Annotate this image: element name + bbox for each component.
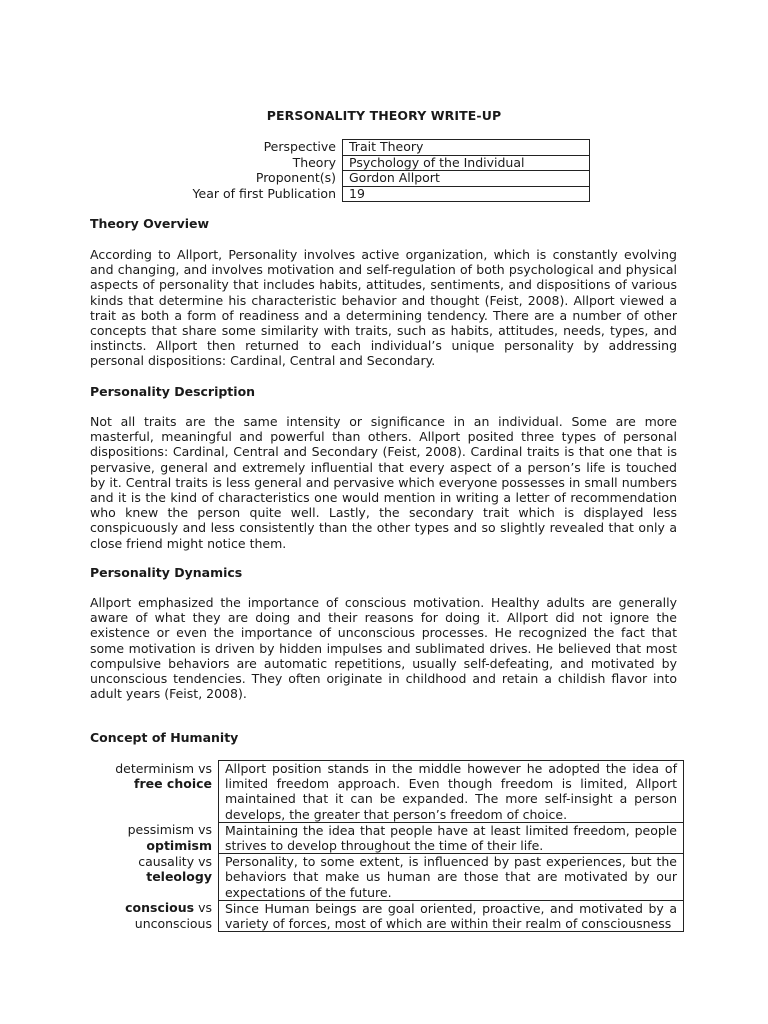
info-value: Gordon Allport (343, 171, 590, 187)
info-row (150, 155, 590, 171)
dimension-label (90, 822, 219, 853)
concept-of-humanity-table (90, 760, 684, 932)
humanity-row (90, 761, 684, 823)
dimension-description: Since Human beings are goal oriented, proactive, and motivated by a variety of forces, most of which are within their realm of consciousness (219, 900, 684, 931)
humanity-row (90, 854, 684, 901)
dynamics-heading: Personality Dynamics (90, 565, 243, 580)
dimension-vs: vs (198, 760, 212, 776)
description-heading: Personality Description (90, 384, 256, 399)
dimension-description: Allport position stands in the middle however he adopted the idea of limited freedom approach. Even though freedom is limited, Allport maintained that it can be expanded. The more self-insight a person develops, the greater that person’s freedom of choice. (219, 761, 684, 823)
document-title: PERSONALITY THEORY WRITE-UP (266, 108, 502, 123)
info-row (150, 186, 590, 202)
dimension-right: unconscious (134, 915, 212, 931)
info-value: Trait Theory (343, 140, 590, 156)
dimension-label (90, 854, 219, 901)
description-paragraph: Not all traits are the same intensity or significance in an individual. Some are more masterful, meaningful and powerful than others. Allport posited three types of personal dispositions: Cardinal, Central and Secondary (Feist, 2008). Cardinal traits is that one that is pervasive, general and extremely influential that every aspect of a person’s life is touched by it. Central traits is less general and pervasive which everyone possesses in small numbers and it is the kind of characteristics one would mention in writing a letter of recommendation who knew the person quite well. Lastly, the secondary trait which is displayed less conspicuously and less consistently than the other types and so slightly revealed that only a close friend might notice them. (90, 414, 677, 551)
humanity-heading: Concept of Humanity (90, 730, 239, 745)
dimension-label (90, 900, 219, 931)
dimension-left: pessimism (127, 822, 195, 838)
overview-paragraph: According to Allport, Personality involves active organization, which is constantly evolving and changing, and involves motivation and self-regulation of both psychological and physical aspects of personality that includes habits, attitudes, sentiments, and dispositions of various kinds that determine his characteristic behavior and thought (Feist, 2008). Allport viewed a trait as both a form of readiness and a determining tendency. There are a number of other concepts that share some similarity with traits, such as habits, attitudes, needs, types, and instincts. Allport then returned to each individual’s unique personality by addressing personal dispositions: Cardinal, Central and Secondary. (90, 247, 677, 369)
info-value: Psychology of the Individual (343, 155, 590, 171)
humanity-row (90, 900, 684, 931)
dimension-description: Personality, to some extent, is influenced by past experiences, but the behaviors that make us human are those that are motivated by our expectations of the future. (219, 854, 684, 901)
info-row (150, 140, 590, 156)
dynamics-paragraph: Allport emphasized the importance of conscious motivation. Healthy adults are generally aware of what they are doing and their reasons for doing it. Allport did not ignore the existence or even the importance of unconscious processes. He recognized the fact that some motivation is driven by hidden impulses and sublimated drives. He believed that most compulsive behaviors are automatic repetitions, usually self-defeating, and motivated by unconscious tendencies. They often originate in childhood and retain a childish flavor into adult years (Feist, 2008). (90, 595, 677, 702)
info-value: 19 (343, 186, 590, 202)
dimension-left: determinism (115, 760, 195, 776)
dimension-vs: vs (198, 853, 212, 869)
dimension-left: conscious (125, 900, 195, 916)
dimension-vs: vs (198, 900, 212, 916)
theory-info-table (150, 139, 590, 202)
info-label: Theory (292, 154, 336, 170)
dimension-description: Maintaining the idea that people have at least limited freedom, people strives to develop throughout the time of their life. (219, 822, 684, 853)
info-label: Perspective (263, 139, 336, 155)
info-label: Year of first Publication (192, 186, 336, 202)
dimension-label (90, 761, 219, 823)
info-label: Proponent(s) (255, 170, 336, 186)
dimension-left: causality (138, 853, 195, 869)
dimension-right: teleology (146, 868, 212, 884)
dimension-right: free choice (134, 775, 212, 791)
overview-heading: Theory Overview (90, 216, 210, 231)
dimension-right: optimism (146, 837, 212, 853)
info-row (150, 171, 590, 187)
dimension-vs: vs (198, 822, 212, 838)
humanity-row (90, 822, 684, 853)
